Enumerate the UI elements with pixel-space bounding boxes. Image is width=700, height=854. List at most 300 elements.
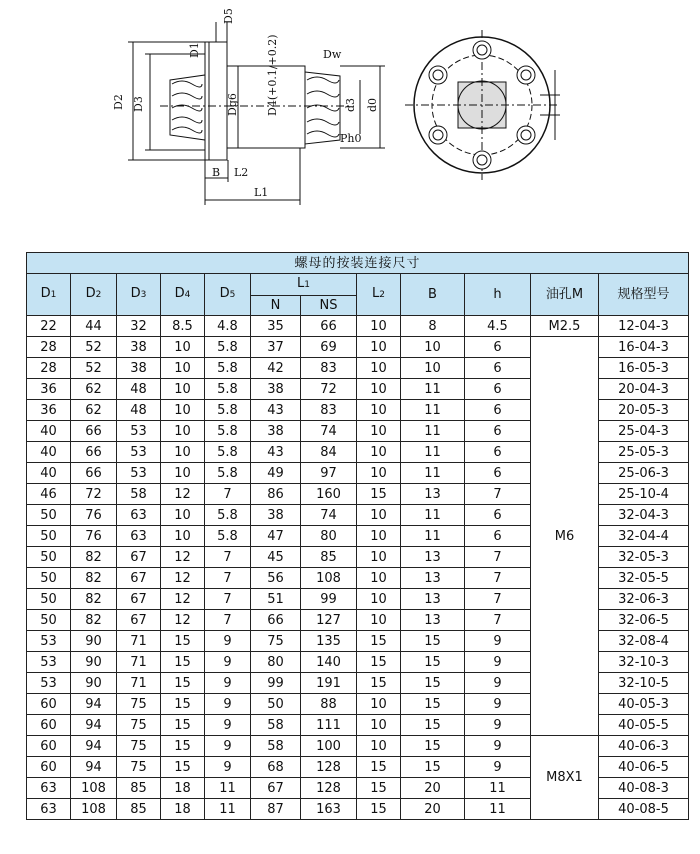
model-cell: 16-04-3 <box>599 337 689 358</box>
table-cell: 7 <box>205 589 251 610</box>
table-cell: 7 <box>205 547 251 568</box>
table-cell: 94 <box>71 715 117 736</box>
table-cell: 11 <box>205 799 251 820</box>
table-cell: 6 <box>465 442 531 463</box>
table-cell: 15 <box>357 757 401 778</box>
table-cell: 15 <box>357 652 401 673</box>
table-cell: 67 <box>117 568 161 589</box>
table-cell: 94 <box>71 736 117 757</box>
table-cell: 87 <box>251 799 301 820</box>
table-cell: 38 <box>251 505 301 526</box>
table-cell: 68 <box>251 757 301 778</box>
table-cell: 6 <box>465 526 531 547</box>
label-d0: d0 <box>366 97 379 112</box>
table-cell: 5.8 <box>205 526 251 547</box>
table-cell: 94 <box>71 757 117 778</box>
table-cell: 5.8 <box>205 505 251 526</box>
col-b: B <box>401 274 465 316</box>
label-d2: D2 <box>112 94 125 110</box>
table-cell: 63 <box>117 526 161 547</box>
table-cell: 82 <box>71 547 117 568</box>
table-cell: 38 <box>117 337 161 358</box>
table-cell: 85 <box>117 778 161 799</box>
table-cell: 12 <box>161 610 205 631</box>
table-cell: 6 <box>465 421 531 442</box>
col-d3: D3 <box>117 274 161 316</box>
table-cell: 50 <box>27 610 71 631</box>
table-cell: 82 <box>71 568 117 589</box>
technical-drawing <box>0 0 700 230</box>
table-cell: 63 <box>117 505 161 526</box>
table-cell: 10 <box>161 358 205 379</box>
screw-thread-left <box>170 75 205 140</box>
oil-hole-cell: M2.5 <box>531 316 599 337</box>
table-body <box>27 316 689 820</box>
table-cell: 10 <box>161 337 205 358</box>
table-cell: 13 <box>401 547 465 568</box>
model-cell: 40-06-5 <box>599 757 689 778</box>
table-cell: 74 <box>301 505 357 526</box>
table-cell: 67 <box>117 610 161 631</box>
table-cell: 36 <box>27 400 71 421</box>
model-cell: 40-05-5 <box>599 715 689 736</box>
label-dg6: Dg6 <box>226 93 239 116</box>
table-cell: 5.8 <box>205 463 251 484</box>
table-cell: 60 <box>27 715 71 736</box>
table-cell: 42 <box>251 358 301 379</box>
table-cell: 10 <box>161 463 205 484</box>
model-cell: 20-04-3 <box>599 379 689 400</box>
table-cell: 32 <box>117 316 161 337</box>
table-cell: 15 <box>161 715 205 736</box>
label-d3: D3 <box>132 96 145 112</box>
table-cell: 10 <box>401 358 465 379</box>
table-cell: 6 <box>465 400 531 421</box>
table-cell: 135 <box>301 631 357 652</box>
col-l1-n: N <box>251 296 301 316</box>
table-row <box>27 736 689 757</box>
flange <box>205 42 227 160</box>
table-cell: 7 <box>465 610 531 631</box>
table-cell: 83 <box>301 358 357 379</box>
table-cell: 58 <box>251 736 301 757</box>
table-cell: 13 <box>401 589 465 610</box>
table-cell: 56 <box>251 568 301 589</box>
table-cell: 66 <box>71 463 117 484</box>
table-cell: 50 <box>27 589 71 610</box>
table-cell: 43 <box>251 400 301 421</box>
label-l1: L1 <box>254 186 269 199</box>
table-cell: 76 <box>71 505 117 526</box>
table-cell: 53 <box>117 442 161 463</box>
table-cell: 75 <box>117 736 161 757</box>
model-cell: 32-10-3 <box>599 652 689 673</box>
table-cell: 63 <box>27 778 71 799</box>
table-cell: 6 <box>465 379 531 400</box>
table-cell: 15 <box>161 652 205 673</box>
model-cell: 25-04-3 <box>599 421 689 442</box>
table-cell: 71 <box>117 652 161 673</box>
table-cell: 10 <box>357 694 401 715</box>
table-cell: 75 <box>117 694 161 715</box>
table-cell: 90 <box>71 673 117 694</box>
table-cell: 128 <box>301 757 357 778</box>
table-cell: 11 <box>465 799 531 820</box>
table-cell: 67 <box>117 547 161 568</box>
table-cell: 5.8 <box>205 337 251 358</box>
table-cell: 53 <box>117 463 161 484</box>
table-cell: 50 <box>27 547 71 568</box>
label-dw: Dw <box>323 48 342 61</box>
table-cell: 9 <box>465 652 531 673</box>
table-cell: 50 <box>27 526 71 547</box>
table-cell: 10 <box>357 505 401 526</box>
model-cell: 12-04-3 <box>599 316 689 337</box>
table-cell: 15 <box>401 715 465 736</box>
table-cell: 10 <box>357 547 401 568</box>
table-cell: 10 <box>401 337 465 358</box>
model-cell: 32-06-5 <box>599 610 689 631</box>
table-cell: 50 <box>27 505 71 526</box>
table-cell: 71 <box>117 631 161 652</box>
table-cell: 6 <box>465 358 531 379</box>
table-cell: 76 <box>71 526 117 547</box>
table-cell: 15 <box>357 799 401 820</box>
table-cell: 45 <box>251 547 301 568</box>
table-cell: 38 <box>251 421 301 442</box>
table-cell: 9 <box>465 631 531 652</box>
table-cell: 5.8 <box>205 400 251 421</box>
table-cell: 15 <box>401 652 465 673</box>
table-cell: 160 <box>301 484 357 505</box>
table-cell: 28 <box>27 358 71 379</box>
table-cell: 66 <box>301 316 357 337</box>
table-cell: 9 <box>205 694 251 715</box>
table-cell: 50 <box>27 568 71 589</box>
table-cell: 9 <box>205 736 251 757</box>
table-cell: 99 <box>251 673 301 694</box>
col-h: h <box>465 274 531 316</box>
table-cell: 37 <box>251 337 301 358</box>
table-cell: 18 <box>161 778 205 799</box>
table-cell: 15 <box>161 694 205 715</box>
table-cell: 10 <box>357 442 401 463</box>
table-cell: 71 <box>117 673 161 694</box>
table-cell: 4.5 <box>465 316 531 337</box>
table-cell: 6 <box>465 505 531 526</box>
table-cell: 5.8 <box>205 442 251 463</box>
table-cell: 22 <box>27 316 71 337</box>
label-d4: D4(+0.1/+0.2) <box>266 34 279 116</box>
table-cell: 15 <box>357 673 401 694</box>
table-cell: 97 <box>301 463 357 484</box>
table-cell: 10 <box>357 421 401 442</box>
table-cell: 6 <box>465 463 531 484</box>
table-cell: 63 <box>27 799 71 820</box>
table-cell: 66 <box>251 610 301 631</box>
table-cell: 11 <box>401 442 465 463</box>
table-cell: 15 <box>161 631 205 652</box>
table-cell: 72 <box>301 379 357 400</box>
table-cell: 35 <box>251 316 301 337</box>
table-cell: 15 <box>401 631 465 652</box>
table-cell: 62 <box>71 400 117 421</box>
table-cell: 84 <box>301 442 357 463</box>
model-cell: 32-05-5 <box>599 568 689 589</box>
table-cell: 43 <box>251 442 301 463</box>
table-cell: 20 <box>401 778 465 799</box>
table-cell: 7 <box>465 547 531 568</box>
table-cell: 20 <box>401 799 465 820</box>
table-cell: 9 <box>205 715 251 736</box>
table-cell: 140 <box>301 652 357 673</box>
table-cell: 5.8 <box>205 421 251 442</box>
table-cell: 48 <box>117 379 161 400</box>
table-cell: 6 <box>465 337 531 358</box>
table-cell: 85 <box>301 547 357 568</box>
table-cell: 52 <box>71 358 117 379</box>
table-cell: 9 <box>465 757 531 778</box>
model-cell: 40-08-5 <box>599 799 689 820</box>
table-cell: 60 <box>27 757 71 778</box>
table-cell: 38 <box>117 358 161 379</box>
table-cell: 10 <box>357 337 401 358</box>
table-cell: 85 <box>117 799 161 820</box>
table-cell: 10 <box>357 400 401 421</box>
table-cell: 58 <box>117 484 161 505</box>
table-cell: 15 <box>161 736 205 757</box>
table-cell: 67 <box>117 589 161 610</box>
table-cell: 49 <box>251 463 301 484</box>
table-cell: 86 <box>251 484 301 505</box>
table-cell: 75 <box>251 631 301 652</box>
table-cell: 10 <box>161 379 205 400</box>
model-cell: 32-04-3 <box>599 505 689 526</box>
table-cell: 67 <box>251 778 301 799</box>
table-cell: 40 <box>27 421 71 442</box>
table-cell: 10 <box>161 442 205 463</box>
table-cell: 80 <box>301 526 357 547</box>
col-oil-hole: 油孔M <box>531 274 599 316</box>
model-cell: 32-06-3 <box>599 589 689 610</box>
table-cell: 9 <box>465 673 531 694</box>
table-cell: 10 <box>161 526 205 547</box>
table-cell: 13 <box>401 568 465 589</box>
table-cell: 9 <box>465 694 531 715</box>
model-cell: 20-05-3 <box>599 400 689 421</box>
table-cell: 7 <box>465 589 531 610</box>
table-cell: 10 <box>357 568 401 589</box>
table-cell: 9 <box>465 715 531 736</box>
table-cell: 7 <box>205 610 251 631</box>
col-model: 规格型号 <box>599 274 689 316</box>
label-d1: D1 <box>188 42 201 58</box>
model-cell: 16-05-3 <box>599 358 689 379</box>
table-cell: 62 <box>71 379 117 400</box>
col-d4: D4 <box>161 274 205 316</box>
table-cell: 7 <box>205 568 251 589</box>
model-cell: 25-05-3 <box>599 442 689 463</box>
label-d5: D5 <box>222 8 235 24</box>
col-l1-ns: NS <box>301 296 357 316</box>
table-cell: 82 <box>71 589 117 610</box>
table-cell: 94 <box>71 694 117 715</box>
col-d5: D5 <box>205 274 251 316</box>
table-cell: 28 <box>27 337 71 358</box>
table-cell: 75 <box>117 757 161 778</box>
table-cell: 52 <box>71 337 117 358</box>
model-cell: 25-10-4 <box>599 484 689 505</box>
model-cell: 25-06-3 <box>599 463 689 484</box>
table-cell: 5.8 <box>205 358 251 379</box>
table-cell: 111 <box>301 715 357 736</box>
model-cell: 40-08-3 <box>599 778 689 799</box>
table-cell: 11 <box>401 421 465 442</box>
table-cell: 108 <box>301 568 357 589</box>
table-cell: 10 <box>161 505 205 526</box>
table-cell: 13 <box>401 610 465 631</box>
table-cell: 10 <box>357 715 401 736</box>
table-cell: 11 <box>401 505 465 526</box>
table-cell: 100 <box>301 736 357 757</box>
table-cell: 47 <box>251 526 301 547</box>
table-cell: 53 <box>27 652 71 673</box>
table-cell: 10 <box>357 589 401 610</box>
table-cell: 51 <box>251 589 301 610</box>
table-cell: 128 <box>301 778 357 799</box>
table-title: 螺母的按装连接尺寸 <box>27 253 689 274</box>
table-cell: 50 <box>251 694 301 715</box>
table-cell: 48 <box>117 400 161 421</box>
table-cell: 72 <box>71 484 117 505</box>
table-cell: 99 <box>301 589 357 610</box>
table-row <box>27 316 689 337</box>
table-cell: 4.8 <box>205 316 251 337</box>
table-cell: 108 <box>71 799 117 820</box>
table-cell: 15 <box>357 778 401 799</box>
table-cell: 7 <box>465 568 531 589</box>
label-b: B <box>212 166 221 179</box>
table-cell: 82 <box>71 610 117 631</box>
table-cell: 15 <box>161 673 205 694</box>
table-cell: 74 <box>301 421 357 442</box>
oil-hole-cell: M8X1 <box>531 736 599 820</box>
table-cell: 10 <box>357 610 401 631</box>
table-cell: 10 <box>357 736 401 757</box>
table-cell: 88 <box>301 694 357 715</box>
table-cell: 12 <box>161 589 205 610</box>
model-cell: 32-10-5 <box>599 673 689 694</box>
table-cell: 15 <box>401 673 465 694</box>
table-cell: 10 <box>161 400 205 421</box>
col-d1: D1 <box>27 274 71 316</box>
table-cell: 90 <box>71 652 117 673</box>
table-cell: 44 <box>71 316 117 337</box>
table-cell: 108 <box>71 778 117 799</box>
table-cell: 10 <box>357 379 401 400</box>
table-cell: 66 <box>71 421 117 442</box>
model-cell: 32-04-4 <box>599 526 689 547</box>
table-cell: 75 <box>117 715 161 736</box>
col-l1: L1 <box>251 274 357 296</box>
model-cell: 32-05-3 <box>599 547 689 568</box>
table-cell: 58 <box>251 715 301 736</box>
table-cell: 13 <box>401 484 465 505</box>
table-cell: 11 <box>465 778 531 799</box>
table-cell: 7 <box>465 484 531 505</box>
table-cell: 9 <box>205 631 251 652</box>
table-cell: 9 <box>205 673 251 694</box>
table-cell: 12 <box>161 484 205 505</box>
table-row <box>27 337 689 358</box>
table-cell: 10 <box>357 358 401 379</box>
model-cell: 40-06-3 <box>599 736 689 757</box>
table-cell: 11 <box>401 526 465 547</box>
table-cell: 15 <box>401 694 465 715</box>
table-cell: 15 <box>401 757 465 778</box>
table-cell: 83 <box>301 400 357 421</box>
table-cell: 12 <box>161 547 205 568</box>
table-cell: 15 <box>357 484 401 505</box>
table-cell: 53 <box>27 631 71 652</box>
table-cell: 9 <box>205 757 251 778</box>
col-d2: D2 <box>71 274 117 316</box>
model-cell: 40-05-3 <box>599 694 689 715</box>
table-cell: 9 <box>465 736 531 757</box>
table-cell: 66 <box>71 442 117 463</box>
table-cell: 11 <box>401 379 465 400</box>
table-cell: 191 <box>301 673 357 694</box>
col-l2: L2 <box>357 274 401 316</box>
table-cell: 12 <box>161 568 205 589</box>
table-cell: 163 <box>301 799 357 820</box>
table-cell: 11 <box>401 463 465 484</box>
table-cell: 80 <box>251 652 301 673</box>
table-cell: 127 <box>301 610 357 631</box>
table-cell: 36 <box>27 379 71 400</box>
oil-hole-cell: M6 <box>531 337 599 736</box>
table-cell: 15 <box>401 736 465 757</box>
table-cell: 38 <box>251 379 301 400</box>
table-cell: 10 <box>161 421 205 442</box>
label-ph0: Ph0 <box>340 132 362 145</box>
screw-thread-right <box>305 72 340 144</box>
table-cell: 15 <box>161 757 205 778</box>
model-cell: 32-08-4 <box>599 631 689 652</box>
table-cell: 60 <box>27 736 71 757</box>
table-cell: 46 <box>27 484 71 505</box>
table-cell: 15 <box>357 631 401 652</box>
table-cell: 53 <box>117 421 161 442</box>
table-cell: 8 <box>401 316 465 337</box>
table-cell: 9 <box>205 652 251 673</box>
table-cell: 18 <box>161 799 205 820</box>
table-cell: 11 <box>401 400 465 421</box>
table-cell: 7 <box>205 484 251 505</box>
table-cell: 8.5 <box>161 316 205 337</box>
flange-end-view <box>405 30 560 180</box>
table-cell: 90 <box>71 631 117 652</box>
table-cell: 40 <box>27 442 71 463</box>
label-l2: L2 <box>234 166 249 179</box>
table-cell: 5.8 <box>205 379 251 400</box>
table-cell: 10 <box>357 463 401 484</box>
table-cell: 11 <box>205 778 251 799</box>
table-cell: 10 <box>357 316 401 337</box>
nut-dimension-table <box>26 252 689 820</box>
table-cell: 69 <box>301 337 357 358</box>
label-d3-small: d3 <box>344 97 357 112</box>
